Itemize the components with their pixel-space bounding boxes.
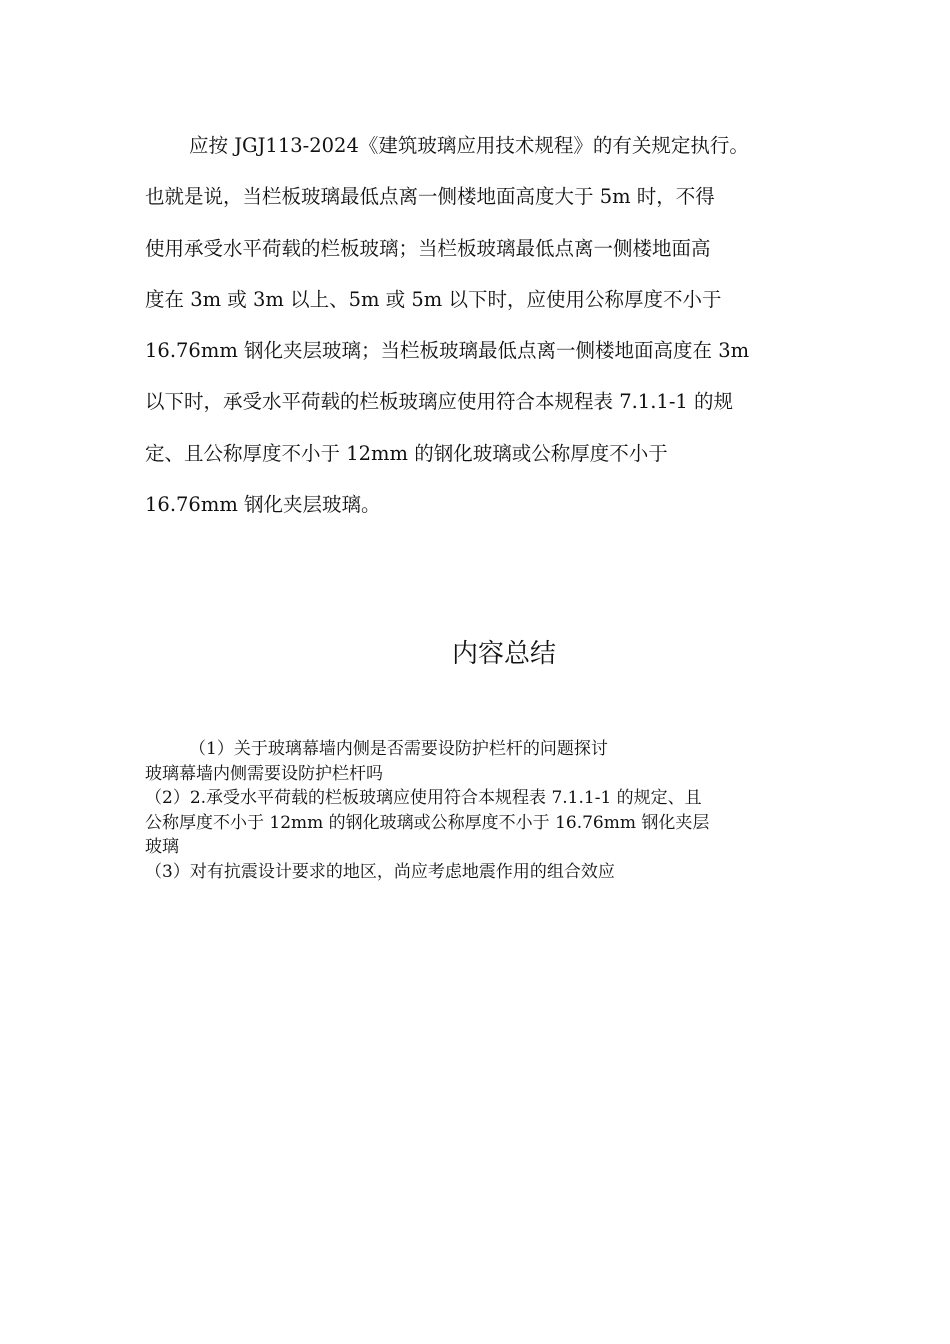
body-line: 度在 3m 或 3m 以上、5m 或 5m 以下时，应使用公称厚度不小于 (145, 287, 722, 311)
body-paragraph (145, 120, 807, 530)
body-line: 以下时，承受水平荷载的栏板玻璃应使用符合本规程表 7.1.1-1 的规 (145, 390, 734, 414)
summary-item: （3）对有抗震设计要求的地区，尚应考虑地震作用的组合效应 (145, 861, 615, 882)
section-title: 内容总结 (451, 639, 556, 669)
summary-item: （2）2.承受水平荷载的栏板玻璃应使用符合本规程表 7.1.1-1 的规定、且 (145, 788, 702, 808)
body-line: 16.76mm 钢化夹层玻璃。 (145, 493, 381, 517)
summary-item: 玻璃 (145, 837, 179, 857)
summary-list (145, 737, 807, 884)
body-line: 定、且公称厚度不小于 12mm 的钢化玻璃或公称厚度不小于 (145, 441, 668, 465)
body-line: 使用承受水平荷载的栏板玻璃；当栏板玻璃最低点离一侧楼地面高 (145, 236, 711, 260)
summary-item: 玻璃幕墙内侧需要设防护栏杆吗 (145, 763, 383, 784)
body-line: 16.76mm 钢化夹层玻璃；当栏板玻璃最低点离一侧楼地面高度在 3m (145, 339, 750, 363)
summary-item: （1）关于玻璃幕墙内侧是否需要设防护栏杆的问题探讨 (189, 739, 608, 759)
body-line: 也就是说，当栏板玻璃最低点离一侧楼地面高度大于 5m 时，不得 (145, 185, 715, 209)
summary-item: 公称厚度不小于 12mm 的钢化玻璃或公称厚度不小于 16.76mm 钢化夹层 (145, 812, 710, 833)
body-line: 应按 JGJ113-2024《建筑玻璃应用技术规程》的有关规定执行。 (189, 134, 749, 157)
